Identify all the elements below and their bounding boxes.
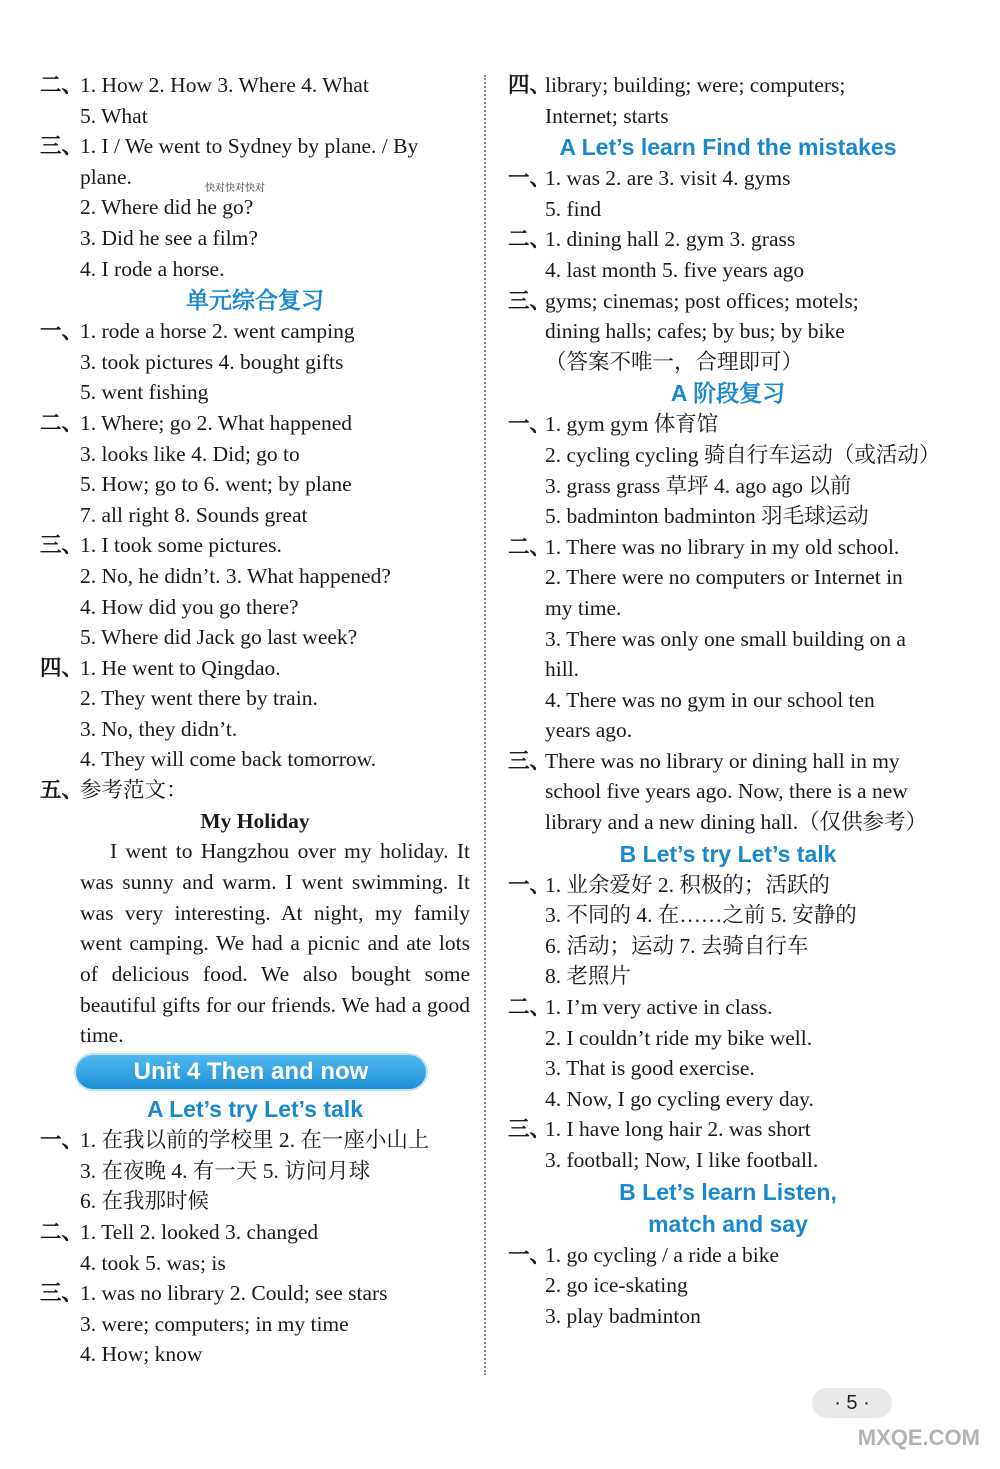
answer-text: 1. was no library 2. Could; see stars (80, 1281, 388, 1306)
answer-line (508, 316, 948, 347)
answer-text: plane. (80, 164, 132, 189)
left-answers-block-1 (40, 70, 470, 284)
question-number: 三、 (40, 1281, 84, 1306)
answer-text: library and a new dining hall.（仅供参考） (545, 810, 928, 835)
answer-text: 5. What (80, 103, 148, 128)
question-number: 三、 (508, 748, 552, 773)
answer-line (508, 900, 948, 931)
answer-text: 1. I took some pictures. (80, 533, 282, 558)
answer-line (40, 744, 470, 775)
answer-line (508, 807, 948, 838)
answer-text: my time. (545, 595, 622, 620)
answer-text: 3. play badminton (545, 1303, 701, 1328)
section-title-a-stage-review: A 阶段复习 (670, 380, 786, 407)
answer-text: 2. They went there by train. (80, 686, 318, 711)
answer-text: years ago. (545, 718, 633, 743)
answer-line (40, 408, 470, 439)
question-number: 一、 (508, 412, 552, 437)
answer-line (508, 347, 948, 378)
answer-text: 1. go cycling / a ride a bike (545, 1242, 780, 1267)
answer-line (508, 224, 948, 255)
answer-line (508, 1270, 948, 1301)
answer-line (40, 1248, 470, 1279)
answer-line (40, 714, 470, 745)
question-number: 五、 (40, 778, 84, 803)
answer-line (508, 101, 948, 132)
left-answers-block-2 (40, 316, 470, 806)
answer-line (40, 377, 470, 408)
right-column (508, 70, 948, 1331)
answer-text: 4. How; know (80, 1342, 203, 1367)
question-number: 二、 (40, 1219, 84, 1244)
answer-text: 1. He went to Qingdao. (80, 655, 281, 680)
essay-body: I went to Hangzhou over my holiday. It was sunny and warm. I went swimming. It was very interesting. At night, my family went camping. We had a picnic and ate lots of delicious food. We also bought some beautiful gifts for our friends. We had a good time. (80, 839, 470, 1048)
answer-text: （答案不唯一，合理即可） (545, 349, 804, 374)
answer-text: dining halls; cafes; by bus; by bike (545, 319, 845, 344)
question-number: 三、 (40, 134, 84, 159)
answer-line (40, 1217, 470, 1248)
question-number: 二、 (508, 227, 552, 252)
answer-line (40, 530, 470, 561)
answer-text: library; building; were; computers; (545, 73, 846, 97)
column-divider (484, 75, 486, 1375)
answer-text: 1. How 2. How 3. Where 4. What (80, 73, 369, 97)
answer-text: 3. That is good exercise. (545, 1056, 755, 1081)
answer-text: 5. badminton badminton 羽毛球运动 (545, 504, 869, 529)
answer-text: 3. Did he see a film? (80, 225, 258, 250)
answer-line (508, 163, 948, 194)
answer-text: 4. took 5. was; is (80, 1250, 226, 1275)
answer-text: 4. There was no gym in our school ten (545, 687, 875, 712)
answer-line (508, 194, 948, 225)
right-answers-block-3 (508, 409, 948, 837)
answer-text: 4. They will come back tomorrow. (80, 747, 377, 772)
answer-text: 1. gym gym 体育馆 (545, 412, 719, 437)
answer-line (508, 593, 948, 624)
question-number: 三、 (508, 1117, 552, 1142)
answer-text: 2. No, he didn’t. 3. What happened? (80, 563, 391, 588)
question-number: 二、 (40, 410, 84, 435)
answer-text: 4. I rode a horse. (80, 256, 225, 281)
answer-line (508, 70, 948, 101)
question-number: 四、 (508, 73, 552, 97)
answer-text: 3. were; computers; in my time (80, 1311, 349, 1336)
question-number: 一、 (508, 1242, 552, 1267)
left-answers-block-3 (40, 1125, 470, 1370)
question-number: 一、 (508, 166, 552, 191)
answer-text: hill. (545, 657, 580, 682)
answer-line (508, 870, 948, 901)
answer-line (508, 776, 948, 807)
answer-text: 4. last month 5. five years ago (545, 257, 805, 282)
answer-line (40, 316, 470, 347)
answer-text: school five years ago. Now, there is a new (545, 779, 908, 804)
answer-line (508, 1240, 948, 1271)
question-number: 一、 (40, 1128, 84, 1153)
answer-text: 2. go ice-skating (545, 1273, 688, 1298)
answer-line (40, 653, 470, 684)
answer-line (40, 1309, 470, 1340)
answer-line (40, 1339, 470, 1370)
answer-text: 7. all right 8. Sounds great (80, 502, 308, 527)
answer-text: 8. 老照片 (545, 964, 632, 989)
answer-line (40, 469, 470, 500)
question-number: 三、 (40, 533, 84, 558)
left-column (40, 70, 470, 1370)
right-answers-block-4 (508, 870, 948, 1176)
section-title-b-lets-learn-line2: match and say (648, 1210, 808, 1237)
answer-text: 3. football; Now, I like football. (545, 1148, 819, 1172)
section-title-b-lets-try: B Let’s try Let’s talk (619, 840, 837, 867)
answer-line (508, 440, 948, 471)
section-title-a-lets-learn: A Let’s learn Find the mistakes (559, 134, 897, 161)
answer-line (40, 192, 470, 223)
question-number: 三、 (508, 288, 552, 313)
answer-line (508, 685, 948, 716)
answer-line (508, 286, 948, 317)
answer-line (40, 254, 470, 285)
answer-line (40, 561, 470, 592)
answer-text: 参考范文： (80, 778, 188, 803)
question-number: 一、 (40, 319, 84, 344)
answer-line (508, 562, 948, 593)
answer-text: 5. Where did Jack go last week? (80, 625, 358, 650)
question-number: 二、 (40, 73, 84, 97)
answer-line (508, 501, 948, 532)
answer-text: 1. I have long hair 2. was short (545, 1117, 811, 1142)
answer-text: 5. find (545, 196, 602, 221)
answer-line (508, 961, 948, 992)
answer-text: 1. 在我以前的学校里 2. 在一座小山上 (80, 1128, 430, 1153)
answer-text: 2. cycling cycling 骑自行车运动（或活动） (545, 442, 941, 467)
answer-text: 3. No, they didn’t. (80, 716, 238, 741)
answer-line (40, 683, 470, 714)
answer-line (40, 1125, 470, 1156)
answer-line (40, 500, 470, 531)
answer-line (508, 715, 948, 746)
section-title-unit-review: 单元综合复习 (186, 287, 324, 314)
right-answers-block-2 (508, 163, 948, 377)
answer-line (508, 532, 948, 563)
answer-text: Internet; starts (545, 103, 669, 128)
answer-text: 1. rode a horse 2. went camping (80, 319, 355, 344)
essay-title: My Holiday (200, 808, 310, 833)
answer-text: 3. looks like 4. Did; go to (80, 441, 300, 466)
answer-line (40, 70, 470, 101)
answer-text: 6. 在我那时候 (80, 1189, 210, 1214)
unit-4-banner: Unit 4 Then and now (76, 1055, 426, 1089)
answer-text: 3. 不同的 4. 在……之前 5. 安静的 (545, 903, 857, 928)
answer-line (508, 1114, 948, 1145)
answer-text: 3. 在夜晚 4. 有一天 5. 访问月球 (80, 1158, 371, 1183)
answer-text: 2. Where did he go? (80, 195, 254, 220)
right-answers-block-5 (508, 1240, 948, 1332)
answer-line (508, 746, 948, 777)
answer-line (40, 592, 470, 623)
answer-line (508, 1301, 948, 1332)
right-answers-block-1 (508, 70, 948, 131)
answer-line (40, 101, 470, 132)
answer-text: 5. went fishing (80, 380, 209, 405)
answer-line (40, 1156, 470, 1187)
answer-text: 3. took pictures 4. bought gifts (80, 349, 344, 374)
answer-text: 3. There was only one small building on a (545, 626, 906, 651)
answer-line (508, 1053, 948, 1084)
answer-text: 1. was 2. are 3. visit 4. gyms (545, 166, 791, 191)
answer-text: There was no library or dining hall in my (545, 748, 900, 773)
answer-text: 6. 活动；运动 7. 去骑自行车 (545, 933, 809, 958)
answer-line (508, 654, 948, 685)
answer-text: 5. How; go to 6. went; by plane (80, 472, 352, 497)
question-number: 二、 (508, 995, 552, 1020)
answer-text: 1. dining hall 2. gym 3. grass (545, 227, 796, 252)
answer-line (508, 409, 948, 440)
answer-line (40, 775, 470, 806)
question-number: 二、 (508, 534, 552, 559)
answer-line (40, 223, 470, 254)
answer-text: 3. grass grass 草坪 4. ago ago 以前 (545, 473, 852, 498)
answer-line (508, 1023, 948, 1054)
answer-text: 1. There was no library in my old school. (545, 534, 900, 559)
answer-line (508, 624, 948, 655)
answer-text: 1. I / We went to Sydney by plane. / By (80, 134, 419, 159)
section-title-a-lets-try: A Let’s try Let’s talk (146, 1096, 363, 1123)
answer-text: 2. There were no computers or Internet in (545, 565, 903, 590)
answer-line (40, 1278, 470, 1309)
answer-text: 2. I couldn’t ride my bike well. (545, 1025, 813, 1050)
handwritten-scribble: 快对快对快对 (205, 183, 265, 194)
answer-line (40, 131, 470, 162)
answer-line (40, 622, 470, 653)
answer-line (508, 931, 948, 962)
answer-line (508, 471, 948, 502)
section-title-b-lets-learn: B Let’s learn Listen, (619, 1178, 837, 1205)
question-number: 四、 (40, 655, 84, 680)
page-number: · 5 · (812, 1388, 892, 1418)
answer-text: 1. Tell 2. looked 3. changed (80, 1219, 319, 1244)
site-watermark: MXQE.COM (857, 1425, 980, 1450)
answer-line (508, 1145, 948, 1176)
answer-line (508, 1084, 948, 1115)
answer-line (40, 1186, 470, 1217)
answer-text: 1. I’m very active in class. (545, 995, 773, 1020)
answer-line (508, 255, 948, 286)
answer-text: 4. Now, I go cycling every day. (545, 1086, 814, 1111)
question-number: 一、 (508, 872, 552, 897)
answer-text: 1. Where; go 2. What happened (80, 410, 353, 435)
answer-text: gyms; cinemas; post offices; motels; (545, 288, 859, 313)
answer-text: 1. 业余爱好 2. 积极的；活跃的 (545, 872, 830, 897)
answer-line (40, 347, 470, 378)
answer-text: 4. How did you go there? (80, 594, 299, 619)
answer-line (40, 439, 470, 470)
answer-line (508, 992, 948, 1023)
